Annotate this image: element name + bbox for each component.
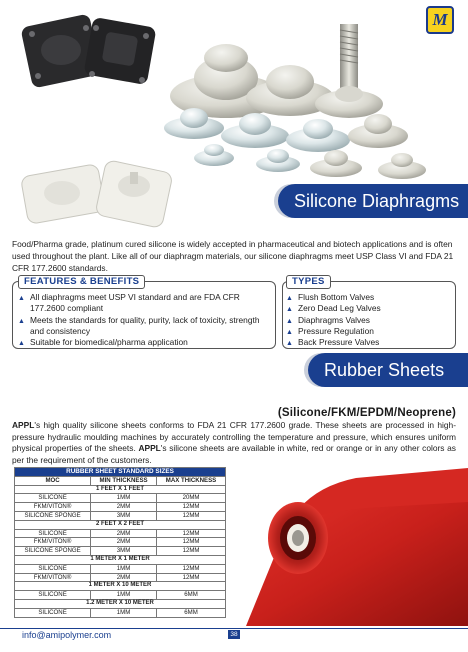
rubber-sheets-banner	[308, 353, 468, 387]
triangle-bullet-icon: ▲	[286, 306, 293, 314]
footer-divider	[0, 628, 468, 629]
table-row: SILICONE 2MM 12MM	[15, 529, 226, 538]
table-group-label: 2 FEET X 2 FEET	[15, 520, 226, 529]
intro-paragraph: Food/Pharma grade, platinum cured silicone is widely accepted in pharmaceutical and biotech applications and is often used throughout the plant. Like all of our diaphragm materials, our silicone diaphragms meet USP Class VI and FDA 21 CFR 177.2600 standards.	[12, 239, 454, 273]
features-list	[18, 292, 272, 348]
contact-email-link[interactable]: info@amipolymer.com	[22, 630, 112, 640]
table-row: SILICONE 1MM 20MM	[15, 494, 226, 503]
triangle-bullet-icon: ▲	[18, 295, 25, 302]
table-row: SILICONE 1MM 6MM	[15, 591, 226, 600]
types-list	[286, 292, 452, 348]
table-group-label: 1.2 METER X 10 METER	[15, 599, 226, 608]
rubber-banner-title: Rubber Sheets	[324, 360, 445, 380]
features-list-wrap	[18, 292, 272, 348]
features-title: FEATURES & BENEFITS	[18, 275, 145, 289]
triangle-bullet-icon: ▲	[286, 328, 293, 336]
table-header: MOC	[15, 476, 91, 485]
table-row: FKM/VITON® 2MM 12MM	[15, 538, 226, 547]
list-item: ▲ Zero Dead Leg Valves	[286, 303, 452, 314]
table-row: SILICONE 1MM 6MM	[15, 608, 226, 617]
silicone-banner-title: Silicone Diaphragms	[294, 191, 460, 211]
table-row: SILICONE 1MM 12MM	[15, 564, 226, 573]
list-item: ▲ Meets the standards for quality, purity, lack of toxicity, strength and consistency	[18, 314, 260, 336]
types-list-wrap	[286, 292, 452, 348]
triangle-bullet-icon: ▲	[286, 317, 293, 325]
company-name: APPL	[138, 443, 161, 454]
table-row: FKM/VITON® 2MM 12MM	[15, 573, 226, 582]
silicone-diaphragms-banner	[278, 184, 468, 218]
rubber-subheading: (Silicone/FKM/EPDM/Neoprene)	[277, 407, 456, 419]
list-item: ▲ Suitable for biomedical/pharma application	[18, 337, 272, 348]
company-name: APPL	[12, 420, 35, 430]
black-diaphragm-2	[83, 17, 156, 85]
list-item: ▲ Pressure Regulation	[286, 326, 452, 337]
triangle-bullet-icon: ▲	[18, 340, 25, 348]
white-diaphragm-1	[20, 164, 105, 225]
list-item: ▲ All diaphragms meet USP VI standard and are FDA CFR 177.2600 compliant	[18, 292, 240, 314]
table-row: SILICONE SPONGE 3MM 12MM	[15, 547, 226, 556]
triangle-bullet-icon: ▲	[18, 317, 25, 325]
table-header: MAX THICKNESS	[157, 476, 226, 485]
list-item: ▲ Diaphragms Valves	[286, 315, 452, 326]
triangle-bullet-icon: ▲	[286, 295, 293, 302]
list-item: ▲ Flush Bottom Valves	[286, 292, 452, 303]
table-row: FKM/VITON® 2MM 12MM	[15, 503, 226, 512]
types-title: TYPES	[286, 275, 331, 289]
list-item: ▲ Back Pressure Valves	[286, 337, 452, 348]
table-title: RUBBER SHEET STANDARD SIZES	[15, 468, 226, 477]
table-row: SILICONE SPONGE 3MM 12MM	[15, 511, 226, 520]
table-group-label: 1 METER X 1 METER	[15, 555, 226, 564]
red-rubber-sheet-photo	[226, 468, 468, 626]
triangle-bullet-icon: ▲	[286, 340, 293, 348]
table-header: MIN THICKNESS	[91, 476, 157, 485]
rubber-sheet-sizes-table	[14, 467, 226, 618]
white-diaphragm-2	[95, 160, 173, 229]
rubber-paragraph: APPL's high quality silicone sheets conforms to FDA 21 CFR 177.2600 grade. These sheets are processed in high-pressure hydraulic moulding machines by accurately controlling the temperature and pressure, which ensures uniform physical properties of the sheets. APPL's silicone sheets are available in white, red or orange or in any other colors as per the requirement of the customers.	[12, 420, 456, 466]
logo-letter: M	[432, 10, 448, 29]
table-group-label: 1 METER X 10 METER	[15, 582, 226, 591]
page-number: 38	[228, 630, 240, 639]
table-group-label: 1 FEET X 1 FEET	[15, 485, 226, 494]
